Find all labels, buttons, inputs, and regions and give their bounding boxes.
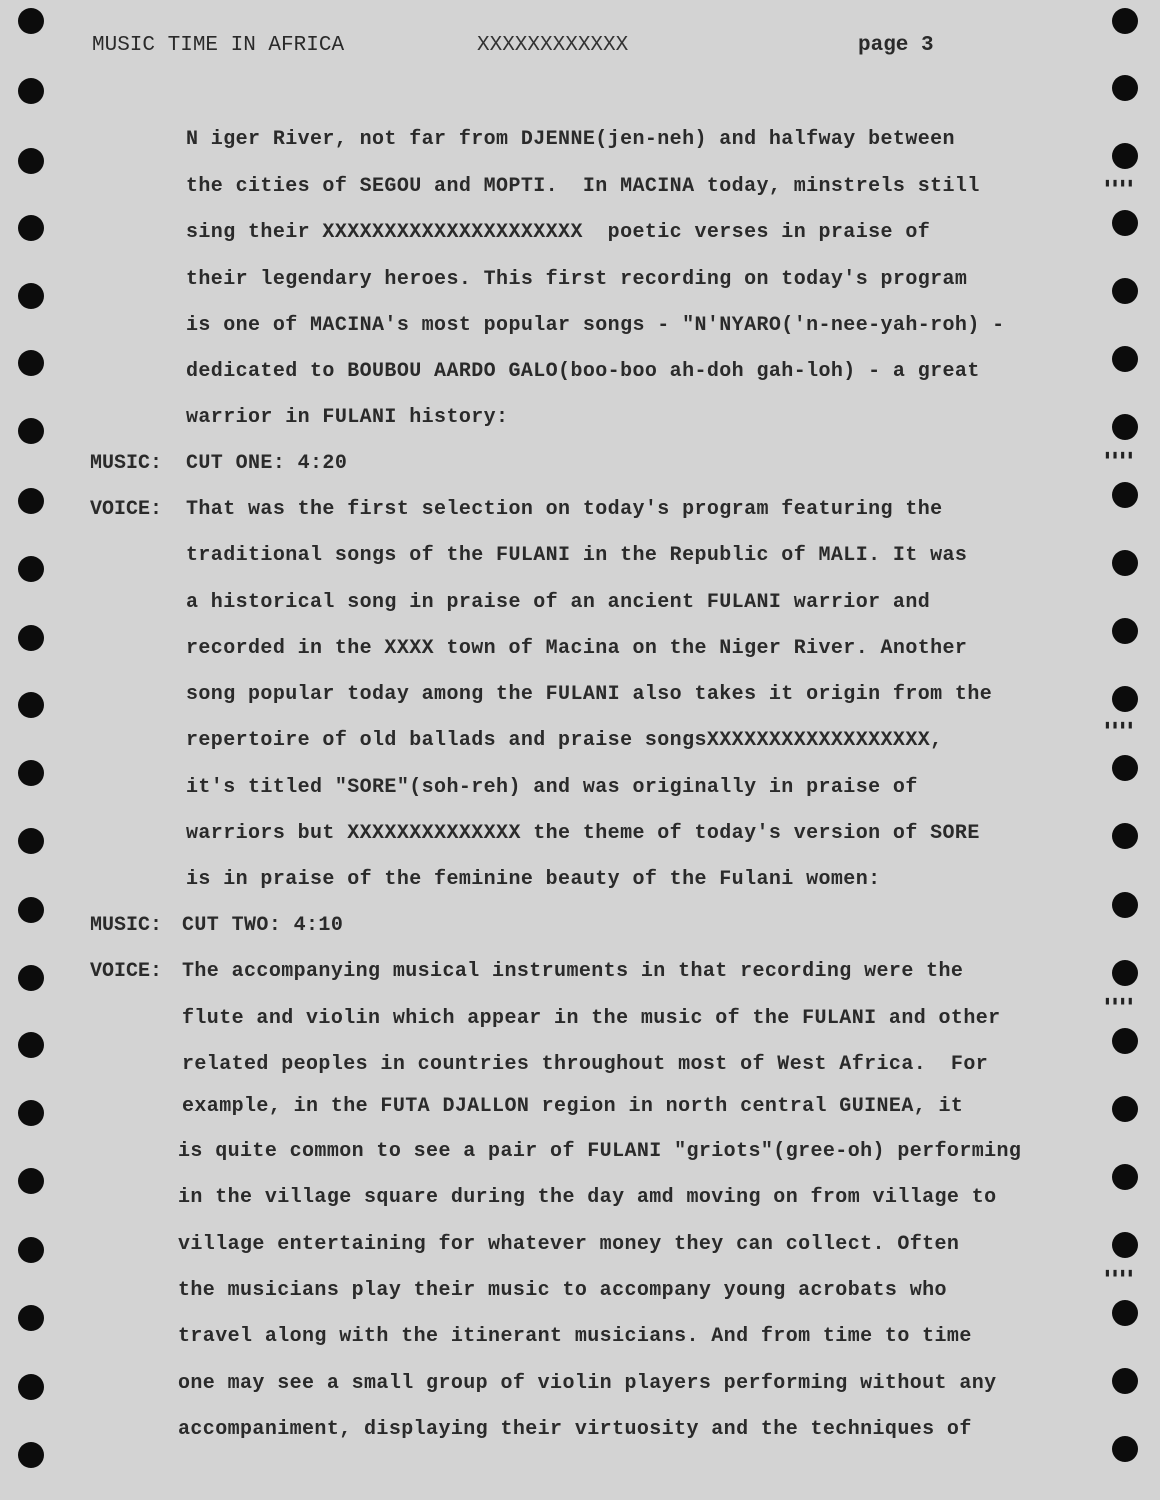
text-line: is one of MACINA's most popular songs - "N'NYARO('n-nee-yah-roh) - bbox=[186, 314, 1005, 337]
text-line: The accompanying musical instruments in that recording were the bbox=[182, 960, 964, 983]
text-line: village entertaining for whatever money they can collect. Often bbox=[178, 1233, 960, 1256]
text-line: their legendary heroes. This first recording on today's program bbox=[186, 268, 968, 291]
text-line: travel along with the itinerant musicians. And from time to time bbox=[178, 1325, 972, 1348]
text-line: traditional songs of the FULANI in the Republic of MALI. It was bbox=[186, 544, 968, 567]
text-line: That was the first selection on today's program featuring the bbox=[186, 498, 943, 521]
text-line: related peoples in countries throughout most of West Africa. For bbox=[182, 1053, 989, 1076]
text-line: repertoire of old ballads and praise songsXXXXXXXXXXXXXXXXXX, bbox=[186, 729, 943, 752]
tear-mark: ▮▮▮▮ bbox=[1104, 1268, 1135, 1280]
text-line: one may see a small group of violin players performing without any bbox=[178, 1372, 997, 1395]
text-line: accompaniment, displaying their virtuosity and the techniques of bbox=[178, 1418, 972, 1441]
text-line: example, in the FUTA DJALLON region in north central GUINEA, it bbox=[182, 1095, 964, 1118]
music-cue-label: MUSIC: bbox=[90, 452, 163, 475]
text-line: a historical song in praise of an ancient FULANI warrior and bbox=[186, 591, 931, 614]
text-line: song popular today among the FULANI also takes it origin from the bbox=[186, 683, 993, 706]
music-cue-label: MUSIC: bbox=[90, 914, 163, 937]
struck-out-text: XXXXXXXXXXXX bbox=[477, 34, 629, 57]
text-line: N iger River, not far from DJENNE(jen-neh) and halfway between bbox=[186, 128, 955, 151]
voice-cue-label: VOICE: bbox=[90, 498, 163, 521]
text-line: in the village square during the day amd moving on from village to bbox=[178, 1186, 997, 1209]
voice-cue-label: VOICE: bbox=[90, 960, 163, 983]
tear-mark: ▮▮▮▮ bbox=[1104, 720, 1135, 732]
music-cue-text: CUT ONE: 4:20 bbox=[186, 452, 348, 475]
text-line: warrior in FULANI history: bbox=[186, 406, 509, 429]
text-line: it's titled "SORE"(soh-reh) and was originally in praise of bbox=[186, 776, 918, 799]
text-line: is quite common to see a pair of FULANI "griots"(gree-oh) performing bbox=[178, 1140, 1022, 1163]
text-line: the cities of SEGOU and MOPTI. In MACINA today, minstrels still bbox=[186, 175, 980, 198]
text-line: dedicated to BOUBOU AARDO GALO(boo-boo ah-doh gah-loh) - a great bbox=[186, 360, 980, 383]
text-line: the musicians play their music to accompany young acrobats who bbox=[178, 1279, 947, 1302]
tear-mark: ▮▮▮▮ bbox=[1104, 178, 1135, 190]
text-line: warriors but XXXXXXXXXXXXXX the theme of today's version of SORE bbox=[186, 822, 980, 845]
tear-mark: ▮▮▮▮ bbox=[1104, 450, 1135, 462]
text-line: flute and violin which appear in the music of the FULANI and other bbox=[182, 1007, 1001, 1030]
tear-mark: ▮▮▮▮ bbox=[1104, 996, 1135, 1008]
text-line: is in praise of the feminine beauty of the Fulani women: bbox=[186, 868, 881, 891]
text-line: recorded in the XXXX town of Macina on the Niger River. Another bbox=[186, 637, 968, 660]
music-cue-text: CUT TWO: 4:10 bbox=[182, 914, 344, 937]
text-line: sing their XXXXXXXXXXXXXXXXXXXXX poetic verses in praise of bbox=[186, 221, 931, 244]
page-number: page 3 bbox=[858, 34, 934, 57]
document-title: MUSIC TIME IN AFRICA bbox=[92, 34, 345, 57]
